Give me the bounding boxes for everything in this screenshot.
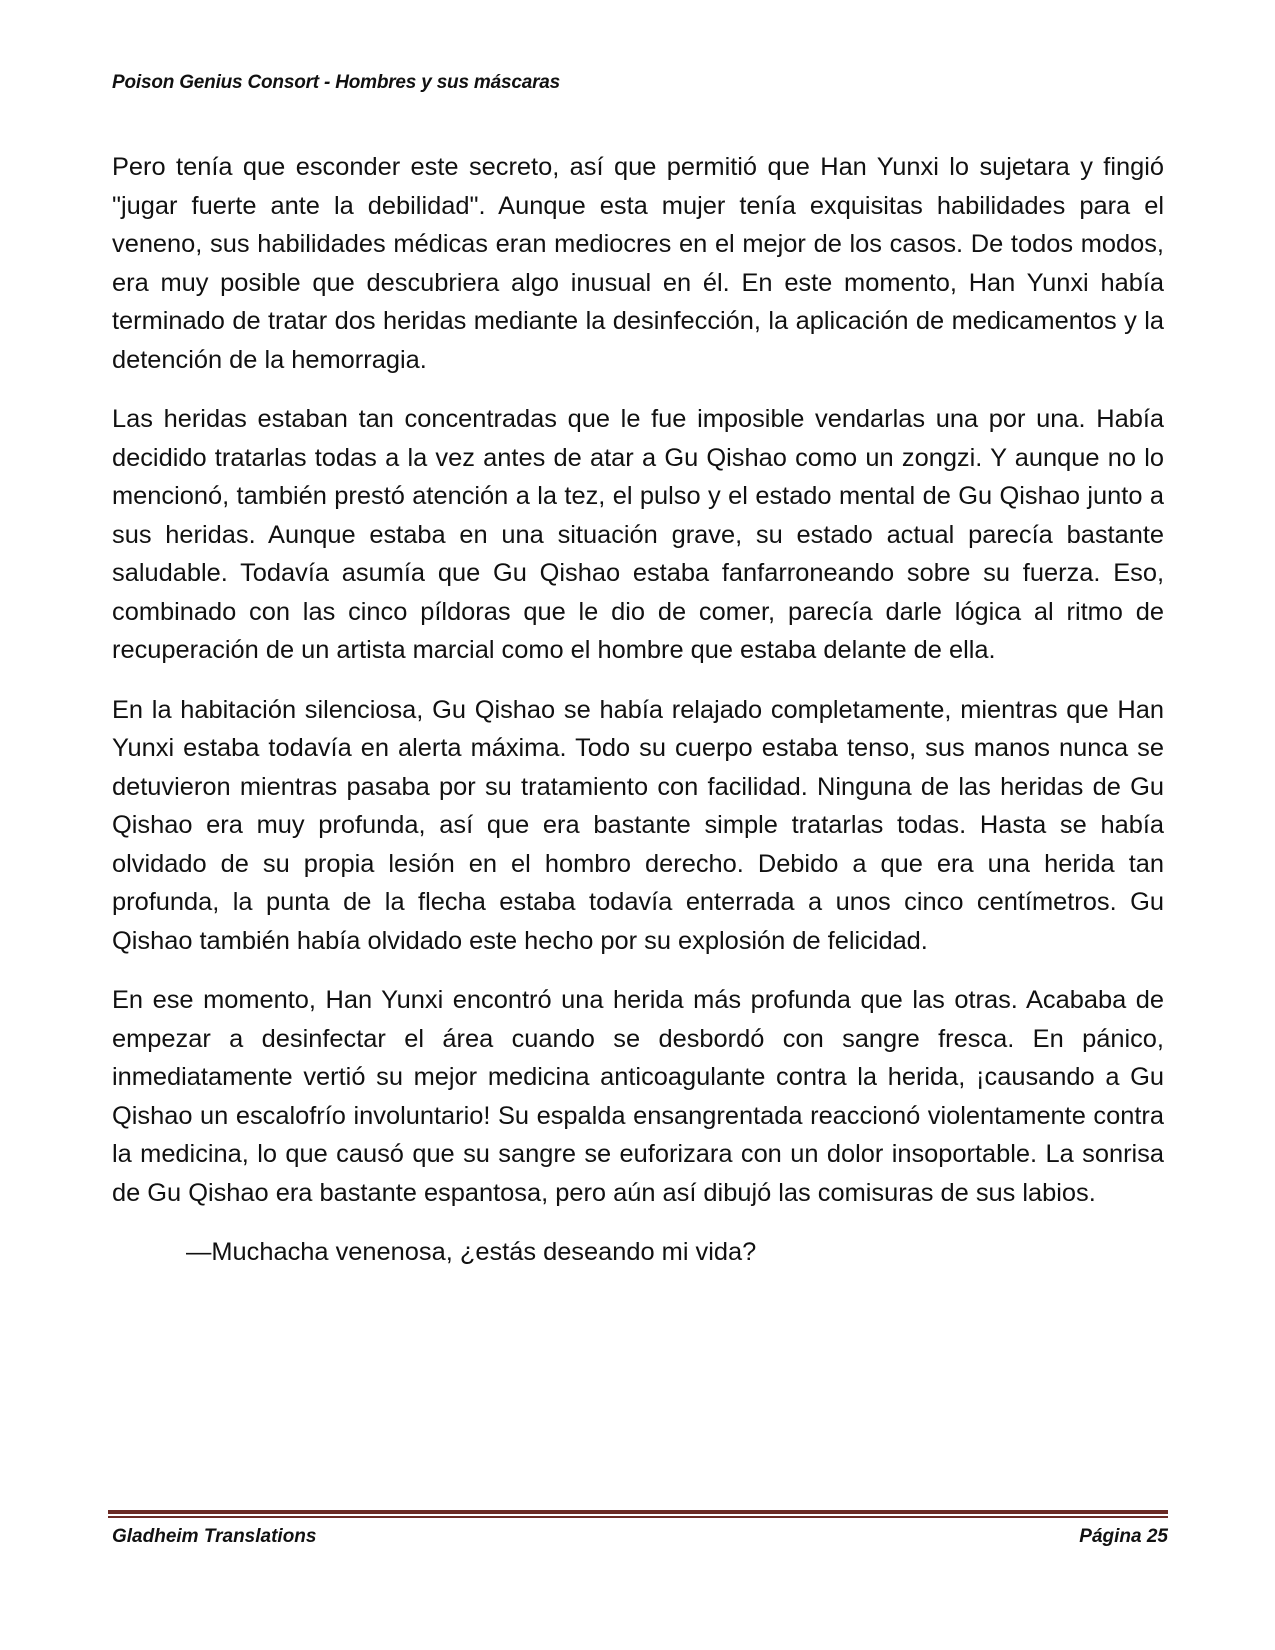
- page-header-title: Poison Genius Consort - Hombres y sus máscaras: [112, 72, 560, 93]
- paragraph: Las heridas estaban tan concentradas que le fue imposible vendarlas una por una. Había decidido tratarlas todas a la vez antes de atar a Gu Qishao como un zongzi. Y aunque no lo mencionó, también prestó atención a la tez, el pulso y el estado mental de Gu Qishao junto a sus heridas. Aunque estaba en una situación grave, su estado actual parecía bastante saludable. Todavía asumía que Gu Qishao estaba fanfarroneando sobre su fuerza. Eso, combinado con las cinco píldoras que le dio de comer, parecía darle lógica al ritmo de recuperación de un artista marcial como el hombre que estaba delante de ella.: [112, 405, 1164, 664]
- paragraph: En ese momento, Han Yunxi encontró una herida más profunda que las otras. Acababa de empezar a desinfectar el área cuando se desbordó con sangre fresca. En pánico, inmediatamente vertió su mejor medicina anticoagulante contra la herida, ¡causando a Gu Qishao un escalofrío involuntario! Su espalda ensangrentada reaccionó violentamente contra la medicina, lo que causó que su sangre se euforizara con un dolor insoportable. La sonrisa de Gu Qishao era bastante espantosa, pero aún así dibujó las comisuras de sus labios.: [112, 986, 1164, 1207]
- page-number: Página 25: [1079, 1526, 1168, 1547]
- footer-divider-thin: [108, 1516, 1168, 1518]
- dialogue-line: —Muchacha venenosa, ¿estás deseando mi vida?: [186, 1238, 757, 1266]
- footer-divider: [108, 1510, 1168, 1518]
- footer-translator-credit: Gladheim Translations: [112, 1526, 317, 1547]
- paragraph: Pero tenía que esconder este secreto, así que permitió que Han Yunxi lo sujetara y fingió "jugar fuerte ante la debilidad". Aunque esta mujer tenía exquisitas habilidades para el veneno, sus habilidades médicas eran mediocres en el mejor de los casos. De todos modos, era muy posible que descubriera algo inusual en él. En este momento, Han Yunxi había terminado de tratar dos heridas mediante la desinfección, la aplicación de medicamentos y la detención de la hemorragia.: [112, 153, 1164, 374]
- page-body: [112, 148, 1164, 1272]
- paragraph: En la habitación silenciosa, Gu Qishao se había relajado completamente, mientras que Han Yunxi estaba todavía en alerta máxima. Todo su cuerpo estaba tenso, sus manos nunca se detuvieron mientras pasaba por su tratamiento con facilidad. Ninguna de las heridas de Gu Qishao era muy profunda, así que era bastante simple tratarlas todas. Hasta se había olvidado de su propia lesión en el hombro derecho. Debido a que era una herida tan profunda, la punta de la flecha estaba todavía enterrada a unos cinco centímetros. Gu Qishao también había olvidado este hecho por su explosión de felicidad.: [112, 695, 1164, 955]
